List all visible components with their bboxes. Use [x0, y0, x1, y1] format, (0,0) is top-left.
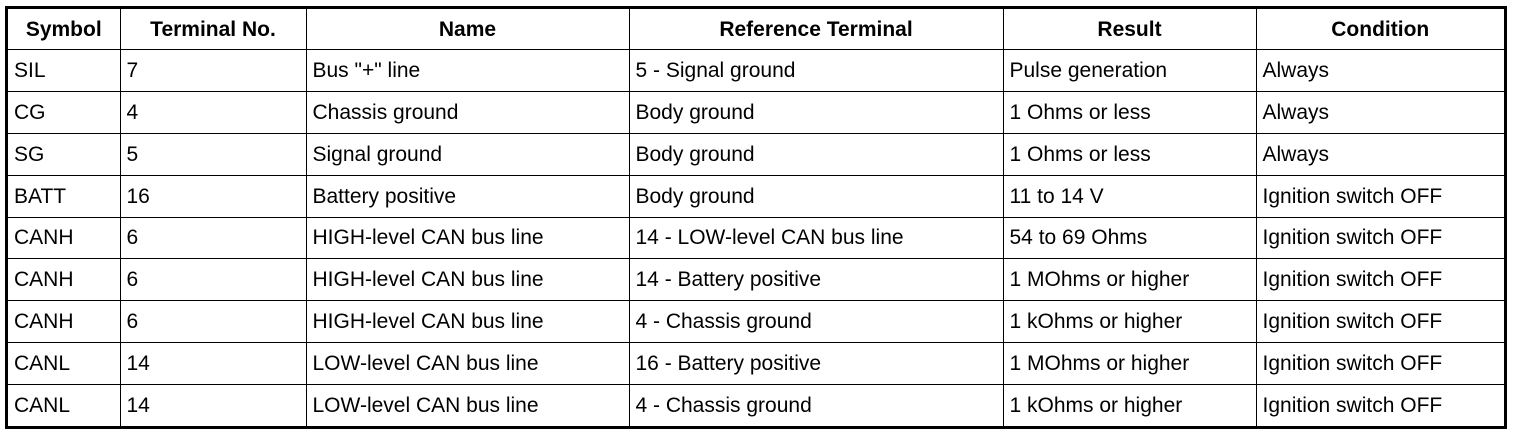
column-header-condition: Condition: [1256, 9, 1504, 50]
cell-name: LOW-level CAN bus line: [306, 385, 629, 427]
table-row: [8, 385, 1504, 427]
cell-reference-terminal: Body ground: [629, 133, 1003, 175]
cell-name: Chassis ground: [306, 91, 629, 133]
cell-name: HIGH-level CAN bus line: [306, 217, 629, 259]
cell-name: Signal ground: [306, 133, 629, 175]
cell-result: 1 MOhms or higher: [1003, 343, 1256, 385]
cell-result: 1 Ohms or less: [1003, 133, 1256, 175]
cell-result: 1 kOhms or higher: [1003, 301, 1256, 343]
cell-terminal-no: 5: [120, 133, 306, 175]
table-row: [8, 301, 1504, 343]
column-header-symbol: Symbol: [8, 9, 120, 50]
cell-name: HIGH-level CAN bus line: [306, 259, 629, 301]
column-header-name: Name: [306, 9, 629, 50]
cell-reference-terminal: Body ground: [629, 91, 1003, 133]
table-row: [8, 133, 1504, 175]
table-row: [8, 50, 1504, 92]
terminal-table: [8, 9, 1504, 426]
cell-terminal-no: 7: [120, 50, 306, 92]
cell-condition: Ignition switch OFF: [1256, 385, 1504, 427]
cell-reference-terminal: 14 - LOW-level CAN bus line: [629, 217, 1003, 259]
cell-result: 1 Ohms or less: [1003, 91, 1256, 133]
cell-symbol: SIL: [8, 50, 120, 92]
cell-condition: Ignition switch OFF: [1256, 175, 1504, 217]
cell-reference-terminal: 4 - Chassis ground: [629, 385, 1003, 427]
cell-result: Pulse generation: [1003, 50, 1256, 92]
cell-condition: Always: [1256, 91, 1504, 133]
cell-symbol: BATT: [8, 175, 120, 217]
cell-name: Battery positive: [306, 175, 629, 217]
cell-condition: Ignition switch OFF: [1256, 217, 1504, 259]
column-header-terminal-no: Terminal No.: [120, 9, 306, 50]
column-header-reference-terminal: Reference Terminal: [629, 9, 1003, 50]
cell-condition: Ignition switch OFF: [1256, 259, 1504, 301]
cell-result: 54 to 69 Ohms: [1003, 217, 1256, 259]
column-header-result: Result: [1003, 9, 1256, 50]
cell-terminal-no: 6: [120, 259, 306, 301]
cell-symbol: CANH: [8, 301, 120, 343]
cell-name: Bus "+" line: [306, 50, 629, 92]
cell-reference-terminal: 14 - Battery positive: [629, 259, 1003, 301]
cell-result: 1 MOhms or higher: [1003, 259, 1256, 301]
cell-symbol: CG: [8, 91, 120, 133]
table-row: [8, 259, 1504, 301]
cell-terminal-no: 14: [120, 385, 306, 427]
cell-symbol: CANL: [8, 385, 120, 427]
cell-symbol: CANL: [8, 343, 120, 385]
table-row: [8, 343, 1504, 385]
cell-terminal-no: 14: [120, 343, 306, 385]
cell-result: 11 to 14 V: [1003, 175, 1256, 217]
cell-symbol: CANH: [8, 259, 120, 301]
cell-symbol: CANH: [8, 217, 120, 259]
cell-result: 1 kOhms or higher: [1003, 385, 1256, 427]
cell-condition: Ignition switch OFF: [1256, 301, 1504, 343]
header-row: [8, 9, 1504, 50]
cell-reference-terminal: 5 - Signal ground: [629, 50, 1003, 92]
table-row: [8, 91, 1504, 133]
cell-name: LOW-level CAN bus line: [306, 343, 629, 385]
cell-condition: Ignition switch OFF: [1256, 343, 1504, 385]
cell-reference-terminal: Body ground: [629, 175, 1003, 217]
cell-symbol: SG: [8, 133, 120, 175]
cell-reference-terminal: 4 - Chassis ground: [629, 301, 1003, 343]
cell-name: HIGH-level CAN bus line: [306, 301, 629, 343]
cell-reference-terminal: 16 - Battery positive: [629, 343, 1003, 385]
cell-terminal-no: 4: [120, 91, 306, 133]
cell-terminal-no: 6: [120, 217, 306, 259]
cell-terminal-no: 6: [120, 301, 306, 343]
cell-condition: Always: [1256, 50, 1504, 92]
terminal-table-frame: [5, 6, 1507, 429]
cell-terminal-no: 16: [120, 175, 306, 217]
table-row: [8, 217, 1504, 259]
cell-condition: Always: [1256, 133, 1504, 175]
table-row: [8, 175, 1504, 217]
